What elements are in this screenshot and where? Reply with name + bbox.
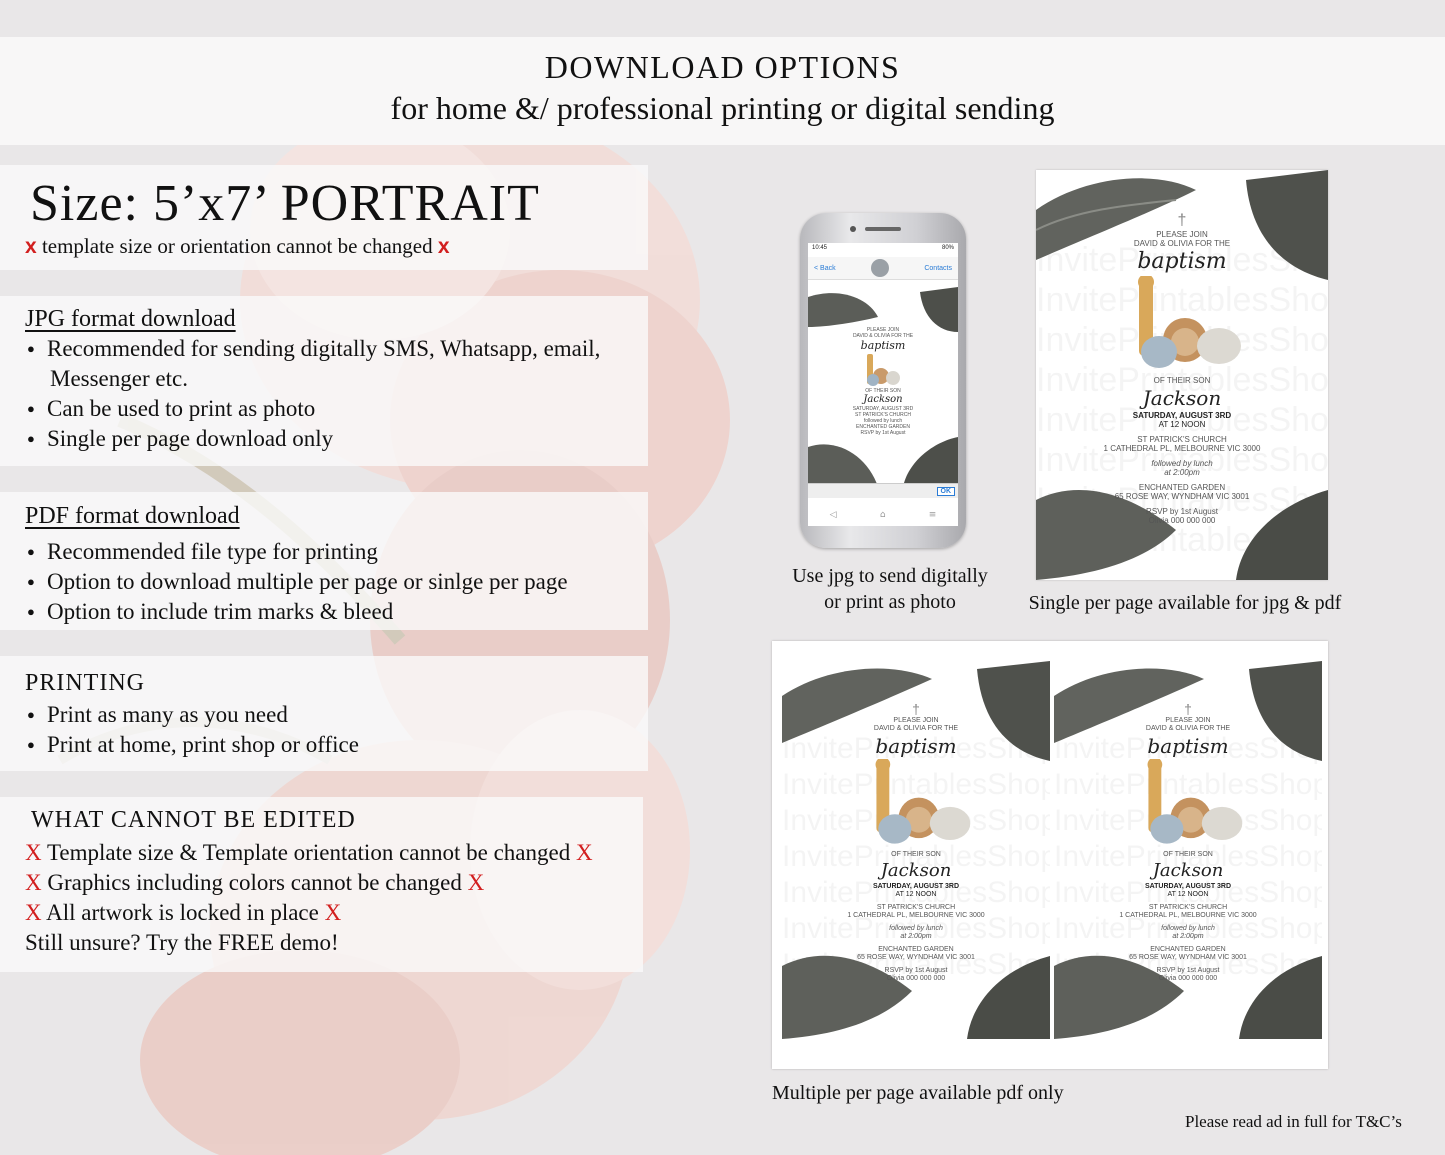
page-title: DOWNLOAD OPTIONS <box>544 49 901 85</box>
printing-bullet-list <box>25 700 359 760</box>
animal-illustration <box>782 759 1050 851</box>
header-banner <box>0 37 1445 145</box>
list-item: X Graphics including colors cannot be changed X <box>25 870 485 895</box>
list-item: ● Can be used to print as photo <box>25 394 600 424</box>
pdf-section-title: PDF format download <box>25 503 240 529</box>
cross-icon: † <box>912 701 920 717</box>
animal-illustration <box>1054 759 1322 851</box>
printing-section-title: PRINTING <box>25 670 145 696</box>
demo-note: Still unsure? Try the FREE demo! <box>25 930 339 955</box>
x-mark-icon: X <box>324 900 342 925</box>
pdf-bullet-list <box>25 537 568 627</box>
page-subtitle: for home &/ professional printing or digital sending <box>390 90 1055 126</box>
not-editable-title: WHAT CANNOT BE EDITED <box>31 807 356 833</box>
message-nav <box>808 257 958 280</box>
phone-home-bar <box>808 504 958 526</box>
footnote: Please read ad in full for T&C’s <box>1185 1112 1402 1131</box>
size-title: Size: 5’x7’ PORTRAIT <box>30 175 540 232</box>
list-item: ● Option to download multiple per page or sinlge per page <box>25 567 568 597</box>
list-item: ● Print as many as you need <box>25 700 359 730</box>
single-invitation-card: † PLEASE JOIN DAVID & OLIVIA FOR THE baptism OF THEIR SON Jackson SATURDAY, AUGUST 3RD AT 12 NOON ST PATRICK'S CHURCH 1 CATHEDRAL PL, MELBOURNE VIC 3000 followed by lunch at 2:00pm ENCHANTED GARDEN 65 ROSE WAY, WYNDHAM VIC 3001 RSVP by 1st August Olivia 000 000 000 <box>1036 170 1328 580</box>
list-item: Messenger etc. <box>50 366 188 391</box>
back-nav-icon[interactable]: ◁ <box>829 510 837 520</box>
menu-nav-icon[interactable]: ≡ <box>928 510 937 520</box>
phone-screen <box>808 243 958 526</box>
x-mark-icon: X <box>575 840 593 865</box>
multiple-invitation-sheet <box>772 641 1328 1069</box>
camera-icon <box>850 226 856 232</box>
status-bar: 10:45 80% <box>812 245 954 251</box>
ok-button[interactable]: OK <box>937 487 956 496</box>
x-mark-icon: X <box>25 900 42 925</box>
phone-invitation: PLEASE JOIN DAVID & OLIVIA FOR THE baptism OF THEIR SON Jackson SATURDAY, AUGUST 3RD ST PATRICK'S CHURCH followed by lunch ENCHANTED GARDEN RSVP by 1st August <box>808 287 958 487</box>
x-mark-icon: x <box>437 235 450 258</box>
list-item: ● Single per page download only <box>25 424 600 454</box>
jpg-bullet-list <box>25 334 600 454</box>
list-item: X All artwork is locked in place X <box>25 900 342 925</box>
not-editable-list <box>25 838 593 958</box>
single-caption: Single per page available for jpg & pdf <box>1028 592 1342 614</box>
list-item: ● Option to include trim marks & bleed <box>25 597 568 627</box>
cross-icon: † <box>1177 212 1187 229</box>
phone-caption: Use jpg to send digitally or print as photo <box>792 565 988 613</box>
home-nav-icon[interactable]: ⌂ <box>879 510 886 520</box>
message-input-bar[interactable] <box>808 483 958 498</box>
speaker-icon <box>865 227 901 231</box>
animal-illustration <box>808 352 958 388</box>
list-item: ● Recommended for sending digitally SMS, Whatsapp, email, <box>25 334 600 364</box>
phone-mockup <box>800 213 966 548</box>
size-note <box>25 234 450 259</box>
jpg-section-title: JPG format download <box>25 306 236 332</box>
list-item: ● Recommended file type for printing <box>25 537 568 567</box>
multiple-caption: Multiple per page available pdf only <box>772 1082 1064 1104</box>
x-mark-icon: X <box>467 870 485 895</box>
contacts-button[interactable]: Contacts <box>924 264 952 272</box>
cross-icon: † <box>1184 701 1192 717</box>
sheet-invitation-right: † PLEASE JOIN DAVID & OLIVIA FOR THE baptism OF THEIR SON Jackson SATURDAY, AUGUST 3RD AT 12 NOON ST PATRICK'S CHURCH 1 CATHEDRAL PL, MELBOURNE VIC 3000 followed by lunch at 2:00pm ENCHANTED GARDEN 65 ROSE WAY, WYNDHAM VIC 3001 RSVP by 1st August Olivia 000 000 000 <box>1054 661 1322 1039</box>
animal-illustration <box>1036 276 1328 376</box>
x-mark-icon: x <box>25 235 37 258</box>
size-note-text: template size or orientation cannot be changed <box>36 234 438 258</box>
sheet-invitation-left: † PLEASE JOIN DAVID & OLIVIA FOR THE baptism OF THEIR SON Jackson SATURDAY, AUGUST 3RD AT 12 NOON ST PATRICK'S CHURCH 1 CATHEDRAL PL, MELBOURNE VIC 3000 followed by lunch at 2:00pm ENCHANTED GARDEN 65 ROSE WAY, WYNDHAM VIC 3001 RSVP by 1st August Olivia 000 000 000 <box>782 661 1050 1039</box>
x-mark-icon: X <box>25 870 42 895</box>
avatar <box>871 259 889 277</box>
back-button[interactable]: < Back <box>814 264 836 272</box>
list-item: ● Print at home, print shop or office <box>25 730 359 760</box>
list-item: X Template size & Template orientation cannot be changed X <box>25 840 593 865</box>
x-mark-icon: X <box>25 840 42 865</box>
